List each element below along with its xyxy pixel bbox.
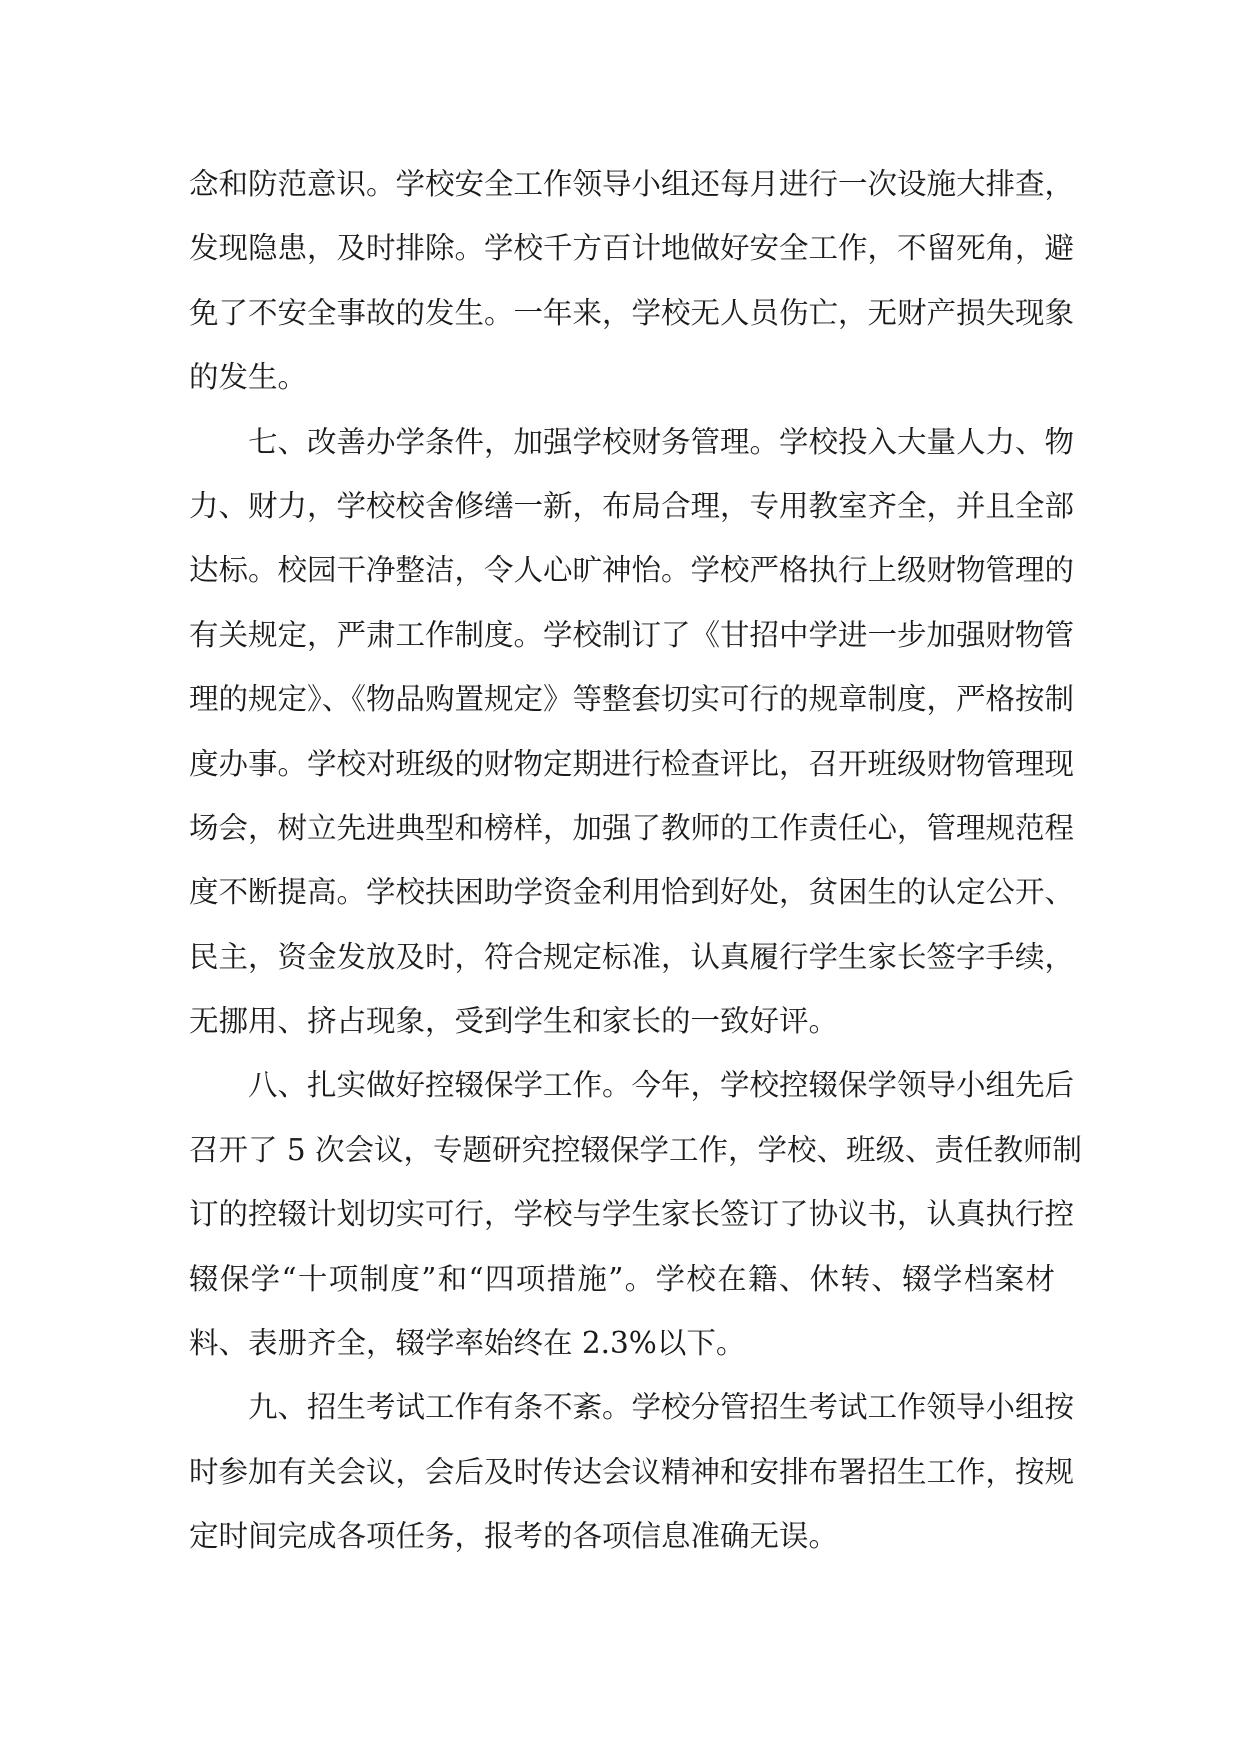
text-line: 念和防范意识。学校安全工作领导小组还每月进行一次设施大排查，: [189, 167, 1075, 201]
text-line: 有关规定，严肃工作制度。学校制订了《甘招中学进一步加强财物管: [189, 617, 1075, 652]
text-line: 度不断提高。学校扶困助学资金利用恰到好处，贫困生的认定公开、: [189, 875, 1075, 910]
text-line: 发现隐患，及时排除。学校千方百计地做好安全工作，不留死角，避: [189, 231, 1075, 266]
text-line: 料、表册齐全，辍学率始终在 2.3%以下。: [189, 1326, 746, 1361]
text-line: 达标。校园干净整洁，令人心旷神怡。学校严格执行上级财物管理的: [189, 553, 1075, 588]
text-line: 时参加有关会议，会后及时传达会议精神和安排布署招生工作，按规: [189, 1454, 1075, 1489]
text-line: 辍保学“十项制度”和“四项措施”。学校在籍、休转、辍学档案材: [189, 1261, 1055, 1296]
text-line: 定时间完成各项任务，报考的各项信息准确无误。: [189, 1519, 839, 1554]
text-line: 免了不安全事故的发生。一年来，学校无人员伤亡，无财产损失现象: [189, 295, 1075, 330]
text-line: 力、财力，学校校舍修缮一新，布局合理，专用教室齐全，并且全部: [189, 488, 1075, 523]
text-line: 订的控辍计划切实可行，学校与学生家长签订了协议书，认真执行控: [189, 1197, 1075, 1232]
text-line: 理的规定》、《物品购置规定》等整套切实可行的规章制度，严格按制: [189, 682, 1075, 717]
text-line: 无挪用、挤占现象，受到学生和家长的一致好评。: [189, 1004, 839, 1039]
text-line: 的发生。: [189, 360, 308, 395]
text-line: 民主，资金发放及时，符合规定标准，认真履行学生家长签字手续，: [189, 939, 1075, 974]
text-line: 度办事。学校对班级的财物定期进行检查评比，召开班级财物管理现: [189, 746, 1075, 781]
text-line: 八、扎实做好控辍保学工作。今年，学校控辍保学领导小组先后: [248, 1068, 1075, 1103]
text-line: 七、改善办学条件，加强学校财务管理。学校投入大量人力、物: [248, 424, 1075, 459]
text-line: 场会，树立先进典型和榜样，加强了教师的工作责任心，管理规范程: [189, 810, 1075, 845]
body-text: [189, 152, 1083, 1569]
text-line: 召开了 5 次会议，专题研究控辍保学工作，学校、班级、责任教师制: [189, 1132, 1083, 1167]
text-line: 九、招生考试工作有条不紊。学校分管招生考试工作领导小组按: [248, 1390, 1075, 1425]
